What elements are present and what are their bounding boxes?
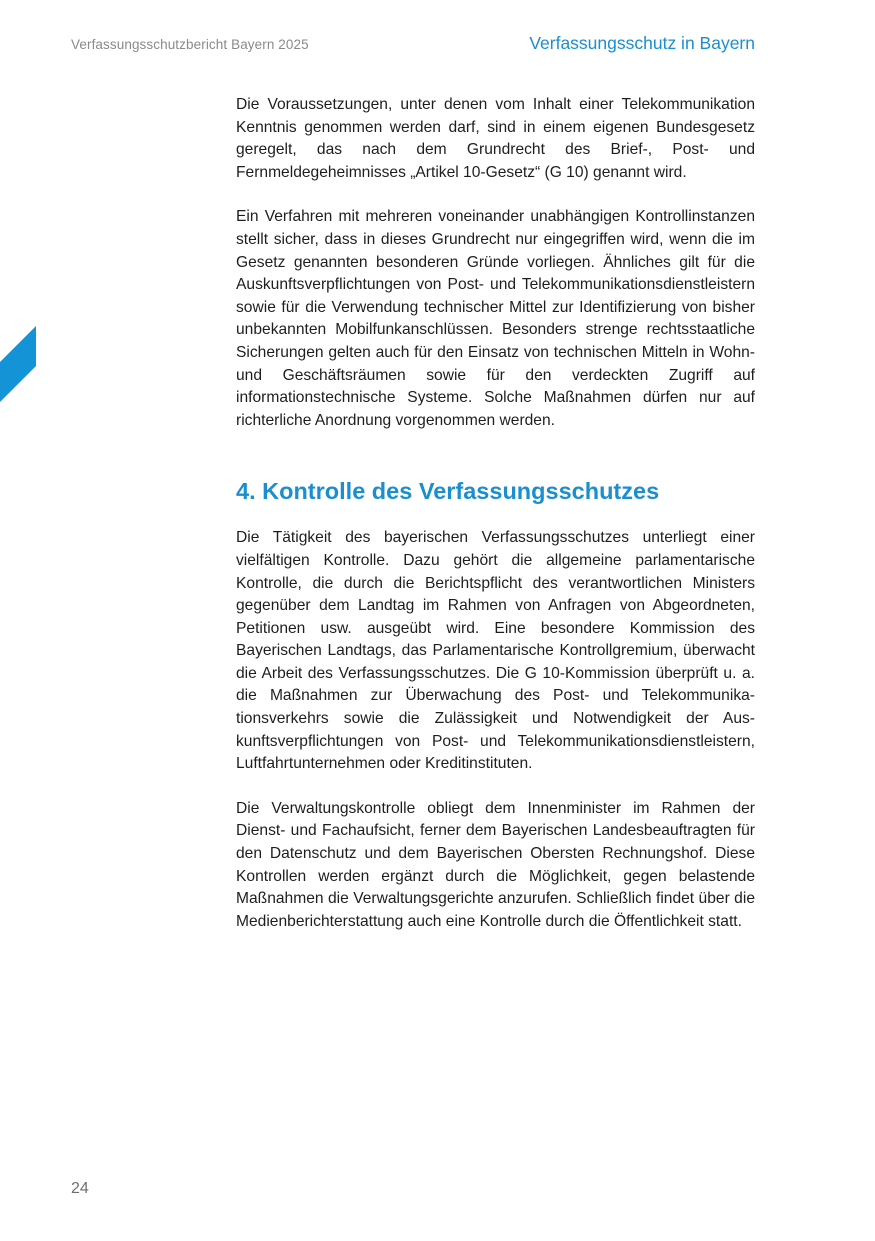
paragraph-control-procedure: Ein Verfahren mit mehreren voneinander unabhängigen Kontrollinstanzen stellt sicher, dass in dieses Grundrecht nur eingegriffen wird, wenn die im Gesetz genannten besonderen Gründe vorliegen. Ähnliches gilt für die Auskunftsverpflichtungen von Post- und Telekommunikationsdienstleistern sowie für die Verwendung technischer Mittel zur Identifizierung von bisher unbekannten Mobilfunkanschlüssen. Besonders strenge rechtsstaatliche Sicherungen gelten auch für den Einsatz von technischen Mitteln in Wohn- und Geschäftsräumen sowie für den verdeckten Zugriff auf informationstechnische Systeme. Solche Maßnahmen dürfen nur auf richterliche Anordnung vorgenommen werden.	[236, 208, 755, 429]
chapter-title: Verfassungsschutz in Bayern	[529, 33, 755, 53]
side-marker-tab	[0, 326, 36, 402]
paragraph-administrative-control: Die Verwaltungskontrolle obliegt dem Innenminister im Rahmen der Dienst- und Fachaufsicht, ferner dem Bayerischen Landesbeauftragten für den Datenschutz und dem Bayerischen Obersten Rechnungshof. Diese Kontrollen werden ergänzt durch die Möglichkeit, gegen belastende Maßnahmen die Verwaltungsgerichte anzurufen. Schließlich findet über die Medienberichterstattung auch eine Kontrolle durch die Öffentlichkeit statt.	[236, 799, 755, 930]
side-marker-shape	[0, 326, 36, 402]
paragraph-parliamentary-control: Die Tätigkeit des bayerischen Verfassungsschutzes unterliegt einer vielfältigen Kontrolle. Dazu gehört die allgemeine parlamentarische Kontrolle, die durch die Berichtspflicht des verantwortlichen Ministers gegenüber dem Landtag im Rahmen von Anfragen von Abgeordneten, Petitionen usw. ausgeübt wird. Eine besondere Kommission des Bayerischen Landtags, das Parlamentarische Kontrollgremium, überwacht die Arbeit des Verfassungsschutzes. Die G 10-Kommission überprüft u. a. die Maßnahmen zur Überwachung des Post- und Telekommunikationsverkehrs sowie die Zulässigkeit und Notwendigkeit der Auskunftsverpflichtungen von Post- und Telekommunikationsdienstleistern, Luftfahrtunternehmen oder Kreditinstituten.	[236, 529, 755, 773]
report-title: Verfassungsschutzbericht Bayern 2025	[71, 37, 309, 52]
section-heading: 4. Kontrolle des Verfassungsschutzes	[236, 478, 660, 505]
paragraph-telecommunication: Die Voraussetzungen, unter denen vom Inhalt einer Telekommunikation Kenntnis genommen werden darf, sind in einem eigenen Bundesgesetz geregelt, das nach dem Grundrecht des Brief-, Post- und Fernmeldegeheimnisses „Artikel 10-Gesetz“ (G 10) genannt wird.	[236, 96, 755, 181]
main-content	[236, 94, 755, 933]
page-number: 24	[71, 1180, 89, 1197]
